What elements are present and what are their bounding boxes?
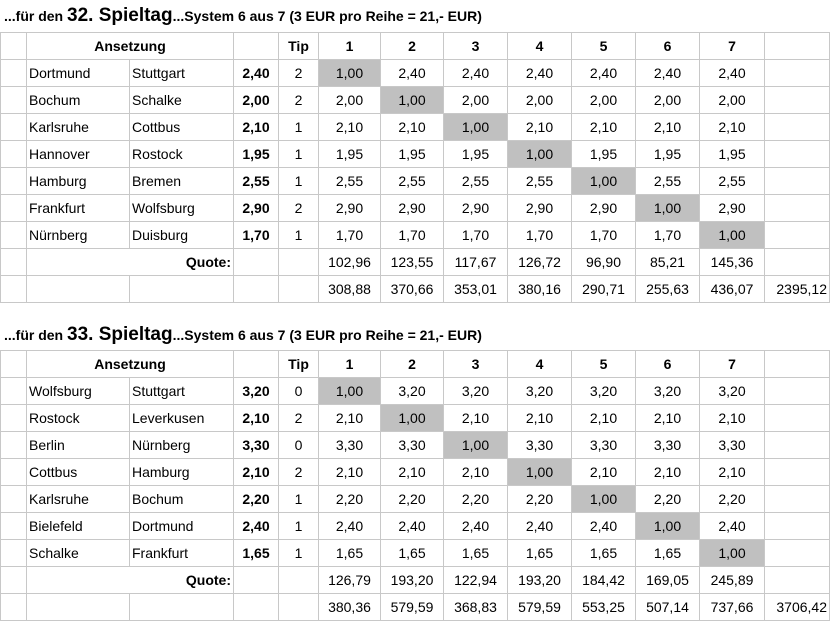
value-cell[interactable]: 2,10 [319,459,381,486]
value-cell[interactable]: 2,10 [700,459,765,486]
cell-empty[interactable] [1,540,27,567]
value-cell[interactable]: 2,10 [319,405,381,432]
cell-empty[interactable] [130,276,234,303]
match-row [1,432,830,459]
match-row [1,60,830,87]
header-column-7[interactable]: 7 [700,351,765,378]
value-cell[interactable]: 2,10 [572,405,636,432]
winnings-cell-4[interactable]: 380,16 [508,276,572,303]
cell-empty[interactable] [765,486,830,513]
value-cell[interactable]: 1,65 [636,540,700,567]
tip-cell[interactable]: 1 [279,168,319,195]
value-cell[interactable]: 2,10 [444,405,508,432]
cell-empty[interactable] [234,249,279,276]
home-team-cell[interactable]: Karlsruhe [27,486,130,513]
winnings-cell-7[interactable]: 436,07 [700,276,765,303]
match-row [1,141,830,168]
value-cell[interactable]: 2,55 [319,168,381,195]
winnings-cell-1[interactable]: 380,36 [319,594,381,621]
value-cell[interactable]: 3,30 [508,432,572,459]
quote-cell-5[interactable]: 184,42 [572,567,636,594]
value-cell[interactable]: 3,20 [572,378,636,405]
title-matchday: 33. Spieltag [67,324,173,345]
away-team-cell[interactable]: Duisburg [130,222,234,249]
quote-label[interactable]: Quote: [27,249,234,276]
title-suffix: ...System 6 aus 7 (3 EUR pro Reihe = 21,- EUR) [172,327,482,343]
value-cell[interactable]: 2,20 [508,486,572,513]
away-team-cell[interactable]: Cottbus [130,114,234,141]
value-cell[interactable]: 2,20 [381,486,444,513]
value-cell[interactable]: 2,40 [508,513,572,540]
match-row [1,87,830,114]
cell-empty[interactable] [1,141,27,168]
value-cell[interactable]: 1,70 [636,222,700,249]
away-team-cell[interactable]: Schalke [130,87,234,114]
title-prefix: ...für den [4,8,67,24]
quote-row [1,249,830,276]
header-column-7[interactable]: 7 [700,33,765,60]
cell-empty[interactable] [1,567,27,594]
value-cell[interactable]: 1,95 [700,141,765,168]
winnings-cell-5[interactable]: 553,25 [572,594,636,621]
value-cell[interactable]: 2,40 [381,513,444,540]
value-cell[interactable]: 2,90 [444,195,508,222]
winnings-cell-2[interactable]: 370,66 [381,276,444,303]
cell-empty[interactable] [234,594,279,621]
odd-cell[interactable]: 1,65 [234,540,279,567]
value-cell[interactable]: 1,00 [444,432,508,459]
value-cell[interactable]: 1,65 [381,540,444,567]
value-cell[interactable]: 1,00 [444,114,508,141]
home-team-cell[interactable]: Frankfurt [27,195,130,222]
tip-cell[interactable]: 1 [279,114,319,141]
tip-cell[interactable]: 2 [279,87,319,114]
home-team-cell[interactable]: Bochum [27,87,130,114]
value-cell[interactable]: 1,95 [319,141,381,168]
cell-empty[interactable] [279,594,319,621]
value-cell[interactable]: 3,30 [700,432,765,459]
cell-empty[interactable] [765,432,830,459]
header-ansetzung[interactable]: Ansetzung [27,351,234,378]
value-cell[interactable]: 2,40 [508,60,572,87]
quote-cell-1[interactable]: 126,79 [319,567,381,594]
value-cell[interactable]: 1,65 [444,540,508,567]
cell-empty[interactable] [765,249,830,276]
value-cell[interactable]: 2,40 [700,513,765,540]
header-column-6[interactable]: 6 [636,351,700,378]
away-team-cell[interactable]: Wolfsburg [130,195,234,222]
value-cell[interactable]: 2,20 [636,486,700,513]
tip-cell[interactable]: 1 [279,486,319,513]
home-team-cell[interactable]: Dortmund [27,60,130,87]
value-cell[interactable]: 2,40 [572,513,636,540]
winnings-row [1,276,830,303]
tip-cell[interactable]: 1 [279,513,319,540]
quote-cell-5[interactable]: 96,90 [572,249,636,276]
tip-cell[interactable]: 2 [279,195,319,222]
winnings-cell-7[interactable]: 737,66 [700,594,765,621]
value-cell[interactable]: 2,00 [444,87,508,114]
value-cell[interactable]: 1,70 [381,222,444,249]
value-cell[interactable]: 2,10 [700,114,765,141]
value-cell[interactable]: 2,40 [381,60,444,87]
value-cell[interactable]: 2,40 [319,513,381,540]
winnings-cell-4[interactable]: 579,59 [508,594,572,621]
match-row [1,222,830,249]
cell-empty[interactable] [234,567,279,594]
value-cell[interactable]: 2,00 [700,87,765,114]
winnings-cell-6[interactable]: 507,14 [636,594,700,621]
header-column-5[interactable]: 5 [572,33,636,60]
away-team-cell[interactable]: Rostock [130,141,234,168]
value-cell[interactable]: 1,00 [319,378,381,405]
cell-empty[interactable] [765,60,830,87]
away-team-cell[interactable]: Bochum [130,486,234,513]
value-cell[interactable]: 1,95 [572,141,636,168]
value-cell[interactable]: 3,20 [508,378,572,405]
winnings-row [1,594,830,621]
quote-cell-4[interactable]: 193,20 [508,567,572,594]
odd-cell[interactable]: 2,40 [234,513,279,540]
value-cell[interactable]: 1,70 [444,222,508,249]
value-cell[interactable]: 1,70 [319,222,381,249]
quote-label[interactable]: Quote: [27,567,234,594]
quote-cell-7[interactable]: 145,36 [700,249,765,276]
value-cell[interactable]: 2,10 [636,459,700,486]
value-cell[interactable]: 1,00 [319,60,381,87]
header-column-3[interactable]: 3 [444,33,508,60]
value-cell[interactable]: 2,00 [508,87,572,114]
cell-empty[interactable] [27,594,130,621]
value-cell[interactable]: 2,10 [636,405,700,432]
cell-empty[interactable] [234,351,279,378]
quote-row [1,567,830,594]
cell-empty[interactable] [1,249,27,276]
value-cell[interactable]: 1,95 [636,141,700,168]
cell-empty[interactable] [1,60,27,87]
cell-empty[interactable] [1,114,27,141]
header-column-4[interactable]: 4 [508,351,572,378]
home-team-cell[interactable]: Berlin [27,432,130,459]
away-team-cell[interactable]: Frankfurt [130,540,234,567]
value-cell[interactable]: 2,10 [381,114,444,141]
value-cell[interactable]: 2,55 [444,168,508,195]
header-row [1,33,830,60]
value-cell[interactable]: 1,70 [572,222,636,249]
value-cell[interactable]: 2,00 [319,87,381,114]
home-team-cell[interactable]: Wolfsburg [27,378,130,405]
quote-cell-3[interactable]: 122,94 [444,567,508,594]
value-cell[interactable]: 2,40 [572,60,636,87]
cell-empty[interactable] [765,141,830,168]
value-cell[interactable]: 1,00 [508,141,572,168]
home-team-cell[interactable]: Schalke [27,540,130,567]
cell-empty[interactable] [1,594,27,621]
value-cell[interactable]: 2,90 [319,195,381,222]
cell-empty[interactable] [279,276,319,303]
total-cell[interactable]: 3706,42 [765,594,830,621]
match-row [1,378,830,405]
header-row [1,351,830,378]
cell-empty[interactable] [765,33,830,60]
value-cell[interactable]: 2,10 [508,405,572,432]
quote-cell-1[interactable]: 102,96 [319,249,381,276]
cell-empty[interactable] [279,567,319,594]
value-cell[interactable]: 1,00 [508,459,572,486]
match-row [1,486,830,513]
away-team-cell[interactable]: Bremen [130,168,234,195]
value-cell[interactable]: 2,20 [700,486,765,513]
cell-empty[interactable] [130,594,234,621]
odd-cell[interactable]: 2,00 [234,87,279,114]
cell-empty[interactable] [1,351,27,378]
cell-empty[interactable] [1,195,27,222]
header-ansetzung[interactable]: Ansetzung [27,33,234,60]
header-tip[interactable]: Tip [279,351,319,378]
cell-empty[interactable] [765,87,830,114]
cell-empty[interactable] [1,33,27,60]
cell-empty[interactable] [765,114,830,141]
home-team-cell[interactable]: Hannover [27,141,130,168]
value-cell[interactable]: 2,40 [444,60,508,87]
value-cell[interactable]: 1,00 [636,513,700,540]
quote-cell-3[interactable]: 117,67 [444,249,508,276]
value-cell[interactable]: 2,90 [381,195,444,222]
header-column-6[interactable]: 6 [636,33,700,60]
odd-cell[interactable]: 2,40 [234,60,279,87]
value-cell[interactable]: 3,30 [319,432,381,459]
header-column-3[interactable]: 3 [444,351,508,378]
away-team-cell[interactable]: Stuttgart [130,378,234,405]
cell-empty[interactable] [765,195,830,222]
odd-cell[interactable]: 3,20 [234,378,279,405]
home-team-cell[interactable]: Bielefeld [27,513,130,540]
match-row [1,168,830,195]
section-2-table [0,350,830,621]
value-cell[interactable]: 2,10 [444,459,508,486]
value-cell[interactable]: 3,20 [444,378,508,405]
home-team-cell[interactable]: Karlsruhe [27,114,130,141]
title-matchday: 32. Spieltag [67,5,173,26]
value-cell[interactable]: 3,30 [572,432,636,459]
tip-cell[interactable]: 2 [279,459,319,486]
section-1-title [4,4,482,28]
odd-cell[interactable]: 2,20 [234,486,279,513]
value-cell[interactable]: 1,65 [508,540,572,567]
cell-empty[interactable] [1,432,27,459]
value-cell[interactable]: 3,20 [381,378,444,405]
cell-empty[interactable] [765,351,830,378]
odd-cell[interactable]: 1,95 [234,141,279,168]
match-row [1,513,830,540]
tip-cell[interactable]: 0 [279,378,319,405]
odd-cell[interactable]: 2,10 [234,405,279,432]
winnings-cell-2[interactable]: 579,59 [381,594,444,621]
section-2-title [4,323,482,347]
match-row [1,195,830,222]
value-cell[interactable]: 1,00 [636,195,700,222]
away-team-cell[interactable]: Dortmund [130,513,234,540]
value-cell[interactable]: 2,55 [381,168,444,195]
quote-cell-6[interactable]: 85,21 [636,249,700,276]
value-cell[interactable]: 1,95 [381,141,444,168]
value-cell[interactable]: 2,20 [319,486,381,513]
value-cell[interactable]: 2,10 [700,405,765,432]
match-row [1,459,830,486]
cell-empty[interactable] [279,249,319,276]
value-cell[interactable]: 1,95 [444,141,508,168]
value-cell[interactable]: 2,10 [381,459,444,486]
tip-cell[interactable]: 2 [279,405,319,432]
odd-cell[interactable]: 2,10 [234,114,279,141]
value-cell[interactable]: 2,10 [636,114,700,141]
title-suffix: ...System 6 aus 7 (3 EUR pro Reihe = 21,- EUR) [172,8,482,24]
value-cell[interactable]: 2,40 [636,60,700,87]
quote-cell-2[interactable]: 123,55 [381,249,444,276]
cell-empty[interactable] [765,540,830,567]
away-team-cell[interactable]: Stuttgart [130,60,234,87]
cell-empty[interactable] [765,168,830,195]
value-cell[interactable]: 1,00 [700,222,765,249]
winnings-cell-3[interactable]: 353,01 [444,276,508,303]
title-prefix: ...für den [4,327,67,343]
match-row [1,114,830,141]
value-cell[interactable]: 2,40 [444,513,508,540]
value-cell[interactable]: 2,00 [636,87,700,114]
cell-empty[interactable] [765,222,830,249]
cell-empty[interactable] [1,87,27,114]
cell-empty[interactable] [765,378,830,405]
home-team-cell[interactable]: Cottbus [27,459,130,486]
value-cell[interactable]: 1,00 [700,540,765,567]
value-cell[interactable]: 1,00 [572,486,636,513]
value-cell[interactable]: 3,30 [636,432,700,459]
value-cell[interactable]: 1,70 [508,222,572,249]
value-cell[interactable]: 2,10 [572,459,636,486]
section-1-table [0,32,830,303]
quote-cell-4[interactable]: 126,72 [508,249,572,276]
header-tip[interactable]: Tip [279,33,319,60]
header-column-1[interactable]: 1 [319,351,381,378]
value-cell[interactable]: 3,30 [381,432,444,459]
value-cell[interactable]: 1,00 [381,87,444,114]
winnings-cell-3[interactable]: 368,83 [444,594,508,621]
header-column-4[interactable]: 4 [508,33,572,60]
cell-empty[interactable] [234,33,279,60]
value-cell[interactable]: 2,90 [572,195,636,222]
value-cell[interactable]: 2,55 [700,168,765,195]
tip-cell[interactable]: 2 [279,60,319,87]
value-cell[interactable]: 2,90 [508,195,572,222]
value-cell[interactable]: 3,20 [636,378,700,405]
value-cell[interactable]: 1,65 [319,540,381,567]
value-cell[interactable]: 1,65 [572,540,636,567]
cell-empty[interactable] [27,276,130,303]
odd-cell[interactable]: 3,30 [234,432,279,459]
away-team-cell[interactable]: Nürnberg [130,432,234,459]
home-team-cell[interactable]: Nürnberg [27,222,130,249]
home-team-cell[interactable]: Hamburg [27,168,130,195]
cell-empty[interactable] [234,276,279,303]
cell-empty[interactable] [1,486,27,513]
odd-cell[interactable]: 2,10 [234,459,279,486]
tip-cell[interactable]: 1 [279,222,319,249]
cell-empty[interactable] [765,567,830,594]
odd-cell[interactable]: 1,70 [234,222,279,249]
header-column-2[interactable]: 2 [381,351,444,378]
value-cell[interactable]: 2,90 [700,195,765,222]
value-cell[interactable]: 2,55 [636,168,700,195]
cell-empty[interactable] [1,405,27,432]
quote-cell-7[interactable]: 245,89 [700,567,765,594]
total-cell[interactable]: 2395,12 [765,276,830,303]
cell-empty[interactable] [765,459,830,486]
cell-empty[interactable] [1,459,27,486]
away-team-cell[interactable]: Hamburg [130,459,234,486]
cell-empty[interactable] [1,168,27,195]
quote-cell-2[interactable]: 193,20 [381,567,444,594]
odd-cell[interactable]: 2,90 [234,195,279,222]
cell-empty[interactable] [1,276,27,303]
cell-empty[interactable] [1,222,27,249]
winnings-cell-6[interactable]: 255,63 [636,276,700,303]
value-cell[interactable]: 1,00 [572,168,636,195]
winnings-cell-5[interactable]: 290,71 [572,276,636,303]
value-cell[interactable]: 2,10 [572,114,636,141]
value-cell[interactable]: 1,00 [381,405,444,432]
away-team-cell[interactable]: Leverkusen [130,405,234,432]
cell-empty[interactable] [765,405,830,432]
value-cell[interactable]: 2,10 [319,114,381,141]
value-cell[interactable]: 2,00 [572,87,636,114]
cell-empty[interactable] [1,513,27,540]
value-cell[interactable]: 2,55 [508,168,572,195]
header-column-5[interactable]: 5 [572,351,636,378]
tip-cell[interactable]: 0 [279,432,319,459]
value-cell[interactable]: 3,20 [700,378,765,405]
value-cell[interactable]: 2,40 [700,60,765,87]
quote-cell-6[interactable]: 169,05 [636,567,700,594]
match-row [1,405,830,432]
tip-cell[interactable]: 1 [279,141,319,168]
cell-empty[interactable] [765,513,830,540]
tip-cell[interactable]: 1 [279,540,319,567]
winnings-cell-1[interactable]: 308,88 [319,276,381,303]
value-cell[interactable]: 2,20 [444,486,508,513]
header-column-1[interactable]: 1 [319,33,381,60]
header-column-2[interactable]: 2 [381,33,444,60]
home-team-cell[interactable]: Rostock [27,405,130,432]
value-cell[interactable]: 2,10 [508,114,572,141]
match-row [1,540,830,567]
cell-empty[interactable] [1,378,27,405]
odd-cell[interactable]: 2,55 [234,168,279,195]
